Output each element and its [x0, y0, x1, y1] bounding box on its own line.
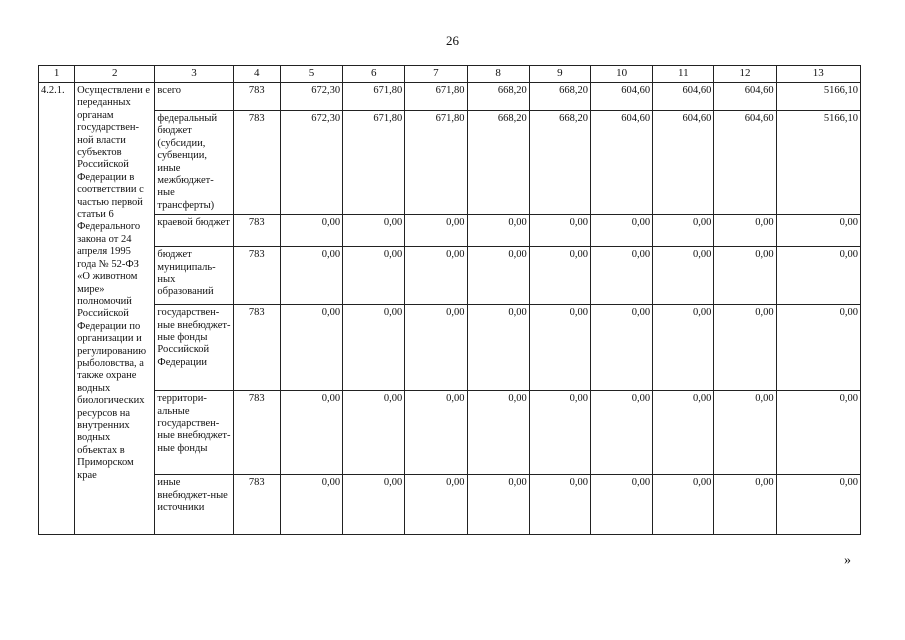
value-cell: 0,00 — [280, 215, 342, 247]
value-cell: 668,20 — [529, 111, 590, 215]
column-header: 4 — [233, 66, 280, 83]
column-header: 13 — [776, 66, 860, 83]
value-cell: 0,00 — [405, 305, 467, 391]
value-cell: 604,60 — [590, 111, 652, 215]
value-cell: 671,80 — [343, 83, 405, 111]
code-cell: 783 — [233, 475, 280, 535]
column-header: 6 — [343, 66, 405, 83]
funding-source: краевой бюджет — [155, 215, 233, 247]
value-cell: 0,00 — [529, 215, 590, 247]
value-cell: 0,00 — [467, 475, 529, 535]
value-cell: 604,60 — [653, 111, 714, 215]
value-cell: 0,00 — [776, 215, 860, 247]
value-cell: 0,00 — [714, 475, 776, 535]
code-cell: 783 — [233, 247, 280, 305]
value-cell: 672,30 — [280, 111, 342, 215]
value-cell: 0,00 — [529, 475, 590, 535]
code-cell: 783 — [233, 83, 280, 111]
column-header: 3 — [155, 66, 233, 83]
value-cell: 0,00 — [590, 215, 652, 247]
header-row — [39, 66, 861, 83]
value-cell: 0,00 — [467, 215, 529, 247]
value-cell: 0,00 — [280, 475, 342, 535]
value-cell: 0,00 — [405, 391, 467, 475]
value-cell: 0,00 — [653, 215, 714, 247]
value-cell: 0,00 — [467, 391, 529, 475]
value-cell: 0,00 — [343, 247, 405, 305]
value-cell: 0,00 — [776, 305, 860, 391]
value-cell: 604,60 — [714, 111, 776, 215]
value-cell: 0,00 — [653, 391, 714, 475]
value-cell: 0,00 — [653, 305, 714, 391]
code-cell: 783 — [233, 215, 280, 247]
table-row — [39, 391, 861, 475]
column-header: 12 — [714, 66, 776, 83]
column-header: 11 — [653, 66, 714, 83]
column-header: 5 — [280, 66, 342, 83]
value-cell: 0,00 — [343, 215, 405, 247]
funding-source: бюджет муниципаль-ных образований — [155, 247, 233, 305]
value-cell: 0,00 — [343, 475, 405, 535]
value-cell: 5166,10 — [776, 83, 860, 111]
funding-source: иные внебюджет-ные источники — [155, 475, 233, 535]
value-cell: 668,20 — [467, 111, 529, 215]
item-index: 4.2.1. — [39, 83, 75, 535]
value-cell: 604,60 — [714, 83, 776, 111]
funding-source: федеральный бюджет (субсидии, субвенции, иные межбюджет-ные трансферты) — [155, 111, 233, 215]
column-header: 1 — [39, 66, 75, 83]
table-row — [39, 111, 861, 215]
column-header: 7 — [405, 66, 467, 83]
value-cell: 0,00 — [714, 305, 776, 391]
value-cell: 0,00 — [776, 247, 860, 305]
value-cell: 0,00 — [467, 305, 529, 391]
value-cell: 671,80 — [343, 111, 405, 215]
value-cell: 604,60 — [590, 83, 652, 111]
value-cell: 671,80 — [405, 111, 467, 215]
code-cell: 783 — [233, 305, 280, 391]
funding-source: всего — [155, 83, 233, 111]
value-cell: 0,00 — [590, 247, 652, 305]
value-cell: 668,20 — [467, 83, 529, 111]
value-cell: 668,20 — [529, 83, 590, 111]
column-header: 9 — [529, 66, 590, 83]
value-cell: 0,00 — [405, 247, 467, 305]
column-header: 2 — [75, 66, 155, 83]
value-cell: 0,00 — [529, 305, 590, 391]
funding-source: государствен-ные внебюджет-ные фонды Российской Федерации — [155, 305, 233, 391]
value-cell: 0,00 — [714, 215, 776, 247]
value-cell: 0,00 — [653, 475, 714, 535]
value-cell: 0,00 — [714, 391, 776, 475]
funding-source: территори-альные государствен-ные внебюджет-ные фонды — [155, 391, 233, 475]
value-cell: 0,00 — [280, 247, 342, 305]
table-row — [39, 83, 861, 111]
value-cell: 672,30 — [280, 83, 342, 111]
value-cell: 0,00 — [590, 305, 652, 391]
value-cell: 0,00 — [467, 247, 529, 305]
value-cell: 0,00 — [714, 247, 776, 305]
table-row — [39, 305, 861, 391]
value-cell: 0,00 — [776, 475, 860, 535]
value-cell: 0,00 — [280, 305, 342, 391]
code-cell: 783 — [233, 391, 280, 475]
table-row — [39, 215, 861, 247]
column-header: 8 — [467, 66, 529, 83]
value-cell: 0,00 — [343, 305, 405, 391]
table-row — [39, 247, 861, 305]
value-cell: 0,00 — [590, 391, 652, 475]
budget-table — [38, 65, 861, 535]
value-cell: 0,00 — [343, 391, 405, 475]
value-cell: 0,00 — [280, 391, 342, 475]
value-cell: 5166,10 — [776, 111, 860, 215]
value-cell: 0,00 — [590, 475, 652, 535]
value-cell: 0,00 — [653, 247, 714, 305]
value-cell: 0,00 — [529, 247, 590, 305]
continuation-mark: » — [844, 553, 851, 568]
value-cell: 604,60 — [653, 83, 714, 111]
value-cell: 0,00 — [529, 391, 590, 475]
code-cell: 783 — [233, 111, 280, 215]
value-cell: 0,00 — [405, 475, 467, 535]
column-header: 10 — [590, 66, 652, 83]
value-cell: 0,00 — [405, 215, 467, 247]
table-row — [39, 475, 861, 535]
page-number: 26 — [446, 33, 459, 48]
value-cell: 671,80 — [405, 83, 467, 111]
value-cell: 0,00 — [776, 391, 860, 475]
item-description: Осуществлени е переданных органам государствен-ной власти субъектов Российской Федерации в соответствии с частью первой статьи 6 Федерального закона от 24 апреля 1995 года № 52-ФЗ «О животном мире» полномочий Российской Федерации по организации и регулированию рыболовства, а также охране водных биологических ресурсов на внутренних водных объектах в Приморском крае — [75, 83, 155, 535]
